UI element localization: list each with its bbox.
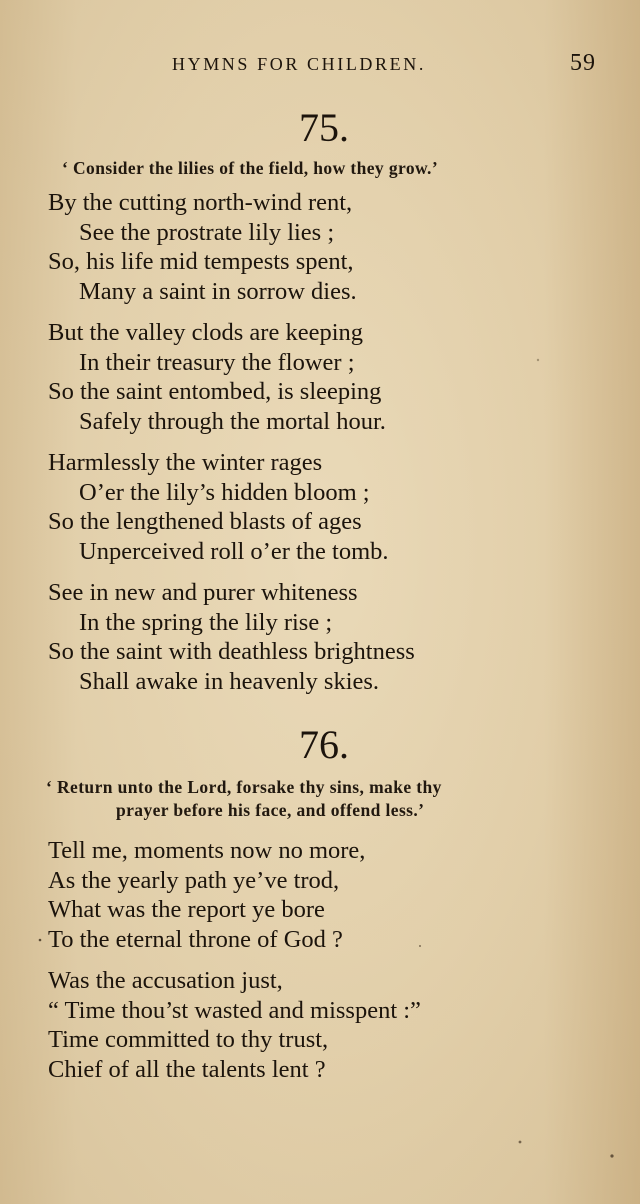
stanza-1 [0,188,640,306]
hymn-epigraph: ‘ Consider the lilies of the field, how they grow.’ [62,158,439,178]
hymn-76 [0,722,640,1096]
running-title: HYMNS FOR CHILDREN. [172,54,426,74]
verse-line: In the spring the lily rise ; [79,608,333,636]
verse-line: So the saint entombed, is sleeping [48,378,382,405]
verse-line: Unperceived roll o’er the tomb. [79,537,389,565]
hymn-stanzas [0,836,640,1084]
stanza-2 [0,966,640,1084]
verse-line: So the saint with deathless brightness [48,638,415,665]
hymn-number: 76. [299,722,349,767]
verse-line: So the lengthened blasts of ages [48,508,362,535]
paper-speck [519,1141,522,1144]
verse-line: But the valley clods are keeping [48,319,363,346]
stanza-2 [0,318,640,436]
page-number: 59 [570,50,596,76]
verse-line: O’er the lily’s hidden bloom ; [79,478,370,506]
stanza-1 [0,836,640,954]
verse-line: Many a saint in sorrow dies. [79,277,357,305]
verse-line: Chief of all the talents lent ? [48,1055,326,1083]
stanza-3 [0,448,640,566]
verse-line: See the prostrate lily lies ; [79,218,335,246]
epigraph-line: prayer before his face, and offend less.’ [116,800,425,820]
hymn-number: 75. [299,105,349,150]
verse-line: Tell me, moments now no more, [48,837,366,864]
verse-line: See in new and purer whiteness [48,579,358,606]
verse-line: To the eternal throne of God ? [48,925,343,953]
verse-line: So, his life mid tempests spent, [48,248,354,275]
verse-line: Was the accusation just, [48,967,283,994]
verse-line: As the yearly path ye’ve trod, [48,866,340,894]
running-head [0,50,640,80]
paper-speck [610,1154,613,1157]
hymn-epigraph [0,776,606,822]
epigraph-line: ‘ Return unto the Lord, forsake thy sins, make thy [46,777,442,797]
verse-line: Harmlessly the winter rages [48,449,323,476]
hymn-75 [0,105,640,708]
verse-line: Shall awake in heavenly skies. [79,667,380,695]
verse-line: “ Time thou’st wasted and misspent :” [48,996,421,1024]
hymn-stanzas [0,188,640,696]
verse-line: Time committed to thy trust, [48,1026,329,1053]
stanza-4 [0,578,640,696]
verse-line: In their treasury the flower ; [79,348,355,376]
verse-line: Safely through the mortal hour. [79,407,386,435]
verse-line: By the cutting north-wind rent, [48,189,353,216]
verse-line: What was the report ye bore [48,896,325,923]
